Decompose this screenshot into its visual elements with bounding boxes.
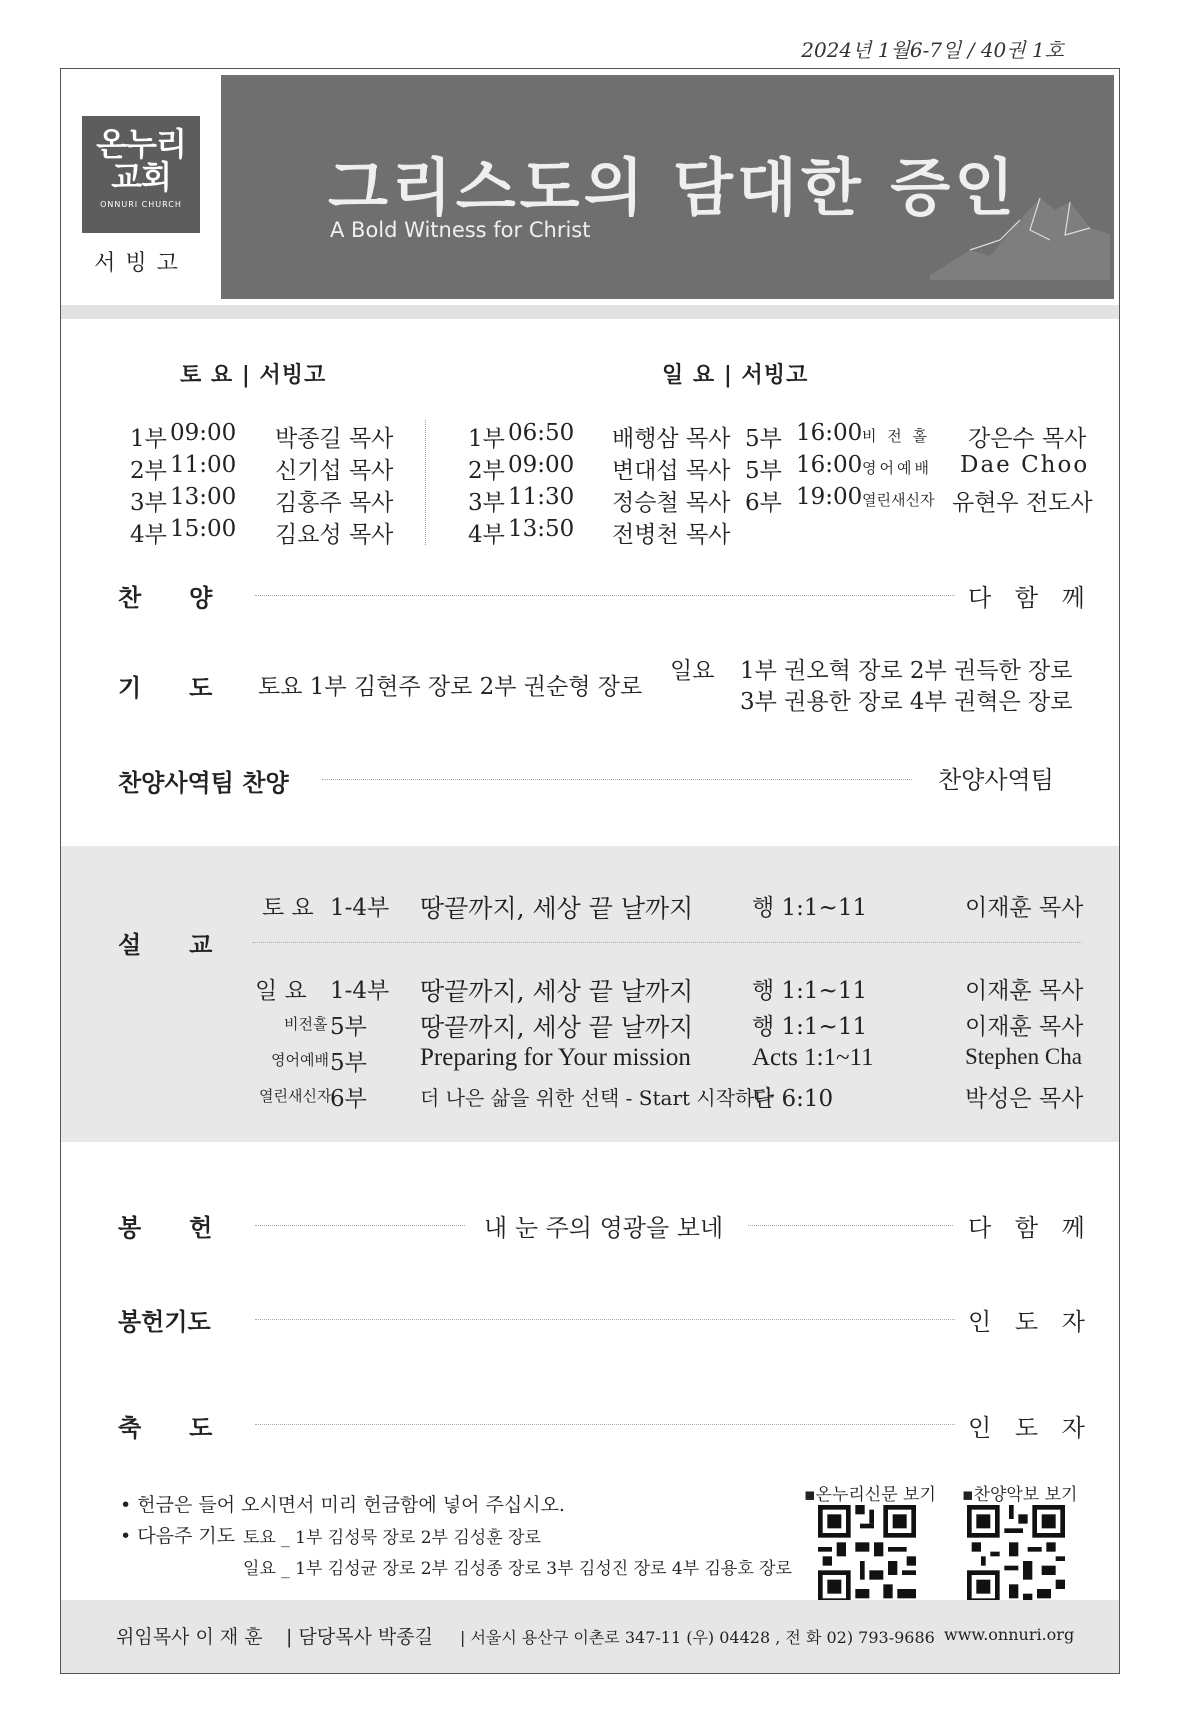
sun-service-pastor: 전병천 목사	[612, 522, 731, 548]
sermon-sun-title: 땅끝까지, 세상 끝 날까지	[420, 977, 694, 1006]
sun-extra-tag: 비 전 홀	[862, 427, 931, 445]
prayer-sunday-line1: 1부 권오혁 장로 2부 권득한 장로	[740, 658, 1073, 684]
sunday-services-heading: 일 요 | 서빙고	[662, 362, 809, 388]
sermon-divider	[252, 942, 1082, 943]
leader-dots	[748, 1225, 953, 1226]
sun-extra-pastor: 강은수 목사	[968, 426, 1087, 452]
lead-pastor: | 담당목사 박종길	[286, 1626, 433, 1648]
offering-prayer-label: 봉헌기도	[118, 1307, 211, 1336]
sun-service-pastor: 변대섭 목사	[612, 458, 731, 484]
sermon-sun-scripture: 행 1:1~11	[752, 1014, 868, 1040]
sun-extra-pastor: Dae Choo	[960, 452, 1090, 478]
praise-label: 찬 양	[118, 583, 213, 612]
sun-service-pastor: 정승철 목사	[612, 490, 731, 516]
sermon-sat-part: 1-4부	[330, 895, 390, 921]
hymnal-qr-label: ▪찬양악보 보기	[962, 1485, 1078, 1505]
sermon-sun-title: 더 나은 삶을 위한 선택 - Start 시작하다	[420, 1086, 774, 1110]
campus-name: 서빙고	[94, 251, 188, 276]
sermon-sun-preacher: Stephen Cha	[965, 1044, 1082, 1069]
hymnal-qr-code[interactable]	[967, 1505, 1065, 1603]
sun-service-pastor: 배행삼 목사	[612, 426, 731, 452]
choir-label: 찬양사역팀 찬양	[118, 768, 289, 797]
sermon-sun-tag: 비전홀	[284, 1015, 328, 1033]
sermon-sun-preacher: 이재훈 목사	[965, 978, 1084, 1004]
sun-extra-part: 5부	[745, 458, 782, 484]
leader-dots	[255, 1319, 955, 1320]
sun-extra-part: 6부	[745, 490, 782, 516]
sermon-sun-tag: 열린새신자	[259, 1087, 332, 1105]
sat-service-part: 1부	[130, 426, 167, 452]
next-week-prayer-saturday: 토요 _ 1부 김성묵 장로 2부 김성훈 장로	[243, 1528, 541, 1548]
sun-service-time: 11:30	[508, 484, 575, 510]
sun-extra-time: 19:00	[796, 484, 863, 510]
sermon-sun-title: Preparing for Your mission	[420, 1044, 691, 1071]
sun-service-time: 06:50	[508, 420, 575, 446]
choir-leader: 찬양사역팀	[938, 766, 1054, 794]
sun-extra-tag: 영어예배	[862, 459, 932, 477]
sermon-sun-tag: 영어예배	[271, 1051, 329, 1069]
sermon-sun-preacher: 이재훈 목사	[965, 1014, 1084, 1040]
sermon-sun-title: 땅끝까지, 세상 끝 날까지	[420, 1013, 694, 1042]
sermon-sun-day: 일 요	[255, 978, 307, 1004]
sermon-sat-day: 토 요	[262, 895, 314, 921]
sermon-sun-part: 5부	[330, 1014, 367, 1040]
logo-line1: 온누리	[96, 125, 186, 163]
prayer-label: 기 도	[118, 673, 213, 702]
sat-service-part: 4부	[130, 522, 167, 548]
prayer-sunday-line2: 3부 권용한 장로 4부 권혁은 장로	[740, 689, 1073, 715]
divider-band	[61, 305, 1119, 319]
sermon-sun-part: 6부	[330, 1086, 367, 1112]
sermon-sat-title: 땅끝까지, 세상 끝 날까지	[420, 894, 694, 923]
church-logo	[82, 116, 200, 233]
sat-service-pastor: 박종길 목사	[275, 426, 394, 452]
offering-hymn: 내 눈 주의 영광을 보네	[484, 1214, 724, 1242]
sun-extra-pastor: 유현우 전도사	[952, 490, 1093, 516]
sun-service-time: 09:00	[508, 452, 575, 478]
sermon-sat-scripture: 행 1:1~11	[752, 895, 868, 921]
sat-service-pastor: 김요성 목사	[275, 522, 394, 548]
sat-service-time: 09:00	[170, 420, 237, 446]
sat-service-time: 13:00	[170, 484, 237, 510]
theme-title: 그리스도의 담대한 증인	[328, 151, 1019, 224]
issue-info: 2024년 1월6-7일 / 40권 1호	[801, 38, 1064, 62]
leader-dots	[322, 779, 912, 780]
theme-subtitle: A Bold Witness for Christ	[330, 218, 591, 242]
church-address: | 서울시 용산구 이촌로 347-11 (우) 04428 , 전 화 02) 793-9686	[460, 1628, 935, 1647]
mountain-illustration	[930, 190, 1110, 280]
sermon-sun-part: 1-4부	[330, 978, 390, 1004]
logo-line2: 교회	[111, 158, 171, 196]
offering-label: 봉 헌	[118, 1213, 213, 1242]
benediction-label: 축 도	[118, 1413, 213, 1442]
senior-pastor: 위임목사 이 재 훈	[116, 1626, 263, 1648]
sat-service-pastor: 신기섭 목사	[275, 458, 394, 484]
sermon-sun-scripture: 행 1:1~11	[752, 978, 868, 1004]
sun-service-part: 4부	[468, 522, 505, 548]
leader-dots	[255, 1424, 955, 1425]
leader-dots	[255, 595, 955, 596]
sun-extra-time: 16:00	[796, 420, 863, 446]
sun-extra-tag: 열린새신자	[862, 491, 935, 509]
website-link[interactable]: www.onnuri.org	[944, 1625, 1075, 1644]
sun-extra-time: 16:00	[796, 452, 863, 478]
sermon-label: 설 교	[118, 930, 213, 959]
sat-service-time: 11:00	[170, 452, 237, 478]
prayer-sunday-label: 일요	[670, 658, 715, 684]
sun-extra-part: 5부	[745, 426, 782, 452]
praise-leader: 다 함 께	[968, 584, 1093, 612]
newspaper-qr-code[interactable]	[818, 1505, 916, 1603]
offering-leader: 다 함 께	[968, 1214, 1093, 1242]
leader-dots	[255, 1225, 465, 1226]
offering-prayer-leader: 인 도 자	[968, 1308, 1093, 1336]
prayer-saturday: 토요 1부 김현주 장로 2부 권순형 장로	[258, 674, 643, 700]
sun-service-part: 1부	[468, 426, 505, 452]
sermon-sun-part: 5부	[330, 1050, 367, 1076]
saturday-services-heading: 토 요 | 서빙고	[180, 362, 327, 388]
next-week-prayer-sunday: 일요 _ 1부 김성균 장로 2부 김성종 장로 3부 김성진 장로 4부 김용호 장로	[243, 1559, 792, 1579]
service-divider	[425, 420, 426, 545]
sun-service-part: 2부	[468, 458, 505, 484]
benediction-leader: 인 도 자	[968, 1414, 1093, 1442]
sermon-sun-scripture: 단 6:10	[752, 1086, 834, 1112]
sermon-sun-scripture: Acts 1:1~11	[752, 1044, 874, 1071]
newspaper-qr-label: ▪온누리신문 보기	[804, 1485, 936, 1505]
sermon-sun-preacher: 박성은 목사	[965, 1086, 1084, 1112]
logo-subtitle: ONNURI CHURCH	[100, 200, 182, 209]
sat-service-time: 15:00	[170, 516, 237, 542]
sun-service-part: 3부	[468, 490, 505, 516]
sun-service-time: 13:50	[508, 516, 575, 542]
sat-service-part: 2부	[130, 458, 167, 484]
sat-service-pastor: 김홍주 목사	[275, 490, 394, 516]
sermon-sat-preacher: 이재훈 목사	[965, 895, 1084, 921]
next-week-prayer-label: • 다음주 기도	[120, 1525, 236, 1547]
sat-service-part: 3부	[130, 490, 167, 516]
offering-note: • 헌금은 들어 오시면서 미리 헌금함에 넣어 주십시오.	[120, 1494, 565, 1516]
